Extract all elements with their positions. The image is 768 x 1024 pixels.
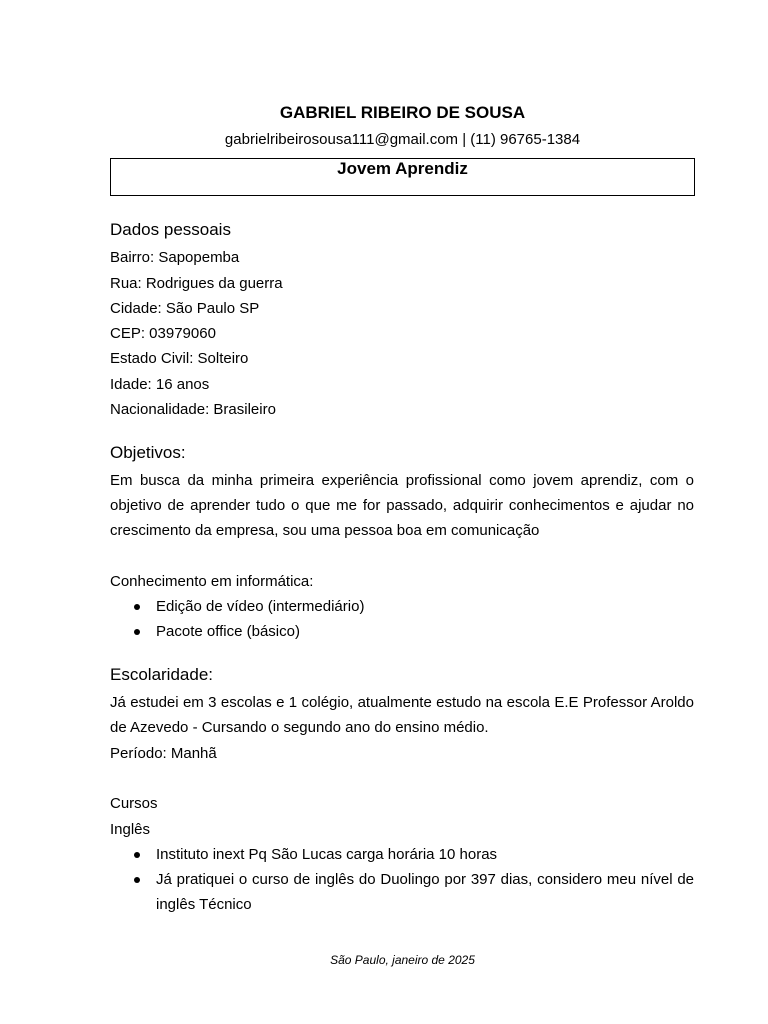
courses-heading: Cursos [110,795,158,812]
computing-list [110,594,694,644]
courses-list [110,842,694,917]
contact-info: gabrielribeirosousa111@gmail.com | (11) 96765-1384 [224,131,581,148]
courses-subtitle: Inglês [110,821,151,838]
objectives-heading: Objetivos: [110,443,186,462]
list-item: Instituto inext Pq São Lucas carga horária 10 horas [110,842,694,867]
personal-line-marital-status: Estado Civil: Solteiro [110,350,249,367]
bullet-icon [134,604,140,610]
bullet-icon [134,852,140,858]
education-period: Período: Manhã [110,745,217,762]
personal-line-street: Rua: Rodrigues da guerra [110,275,283,292]
objectives-text: Em busca da minha primeira experiência profissional como jovem aprendiz, com o objetivo de aprender tudo o que me for passado, adquirir conhecimentos e ajudar no crescimento da empresa, sou uma pessoa boa em comunicação [110,472,694,539]
bullet-icon [134,877,140,883]
personal-line-neighborhood: Bairro: Sapopemba [110,249,240,266]
personal-line-age: Idade: 16 anos [110,376,210,393]
list-item: Edição de vídeo (intermediário) [110,594,694,619]
bullet-icon [134,629,140,635]
candidate-name: GABRIEL RIBEIRO DE SOUSA [279,103,526,122]
role-box [110,158,695,196]
education-heading: Escolaridade: [110,665,214,684]
personal-data-heading: Dados pessoais [110,220,231,239]
personal-line-nationality: Nacionalidade: Brasileiro [110,401,276,418]
list-item: Pacote office (básico) [110,619,694,644]
personal-line-zip: CEP: 03979060 [110,325,216,342]
education-text: Já estudei em 3 escolas e 1 colégio, atualmente estudo na escola E.E Professor Aroldo de Azevedo - Cursando o segundo ano do ensino médio. [110,694,694,736]
personal-line-city: Cidade: São Paulo SP [110,300,260,317]
footer-date: São Paulo, janeiro de 2025 [330,953,475,967]
role-title: Jovem Aprendiz [337,159,468,178]
computing-heading: Conhecimento em informática: [110,573,314,590]
list-item: Já pratiquei o curso de inglês do Duolingo por 397 dias, considero meu nível de inglês Técnico [110,867,694,917]
